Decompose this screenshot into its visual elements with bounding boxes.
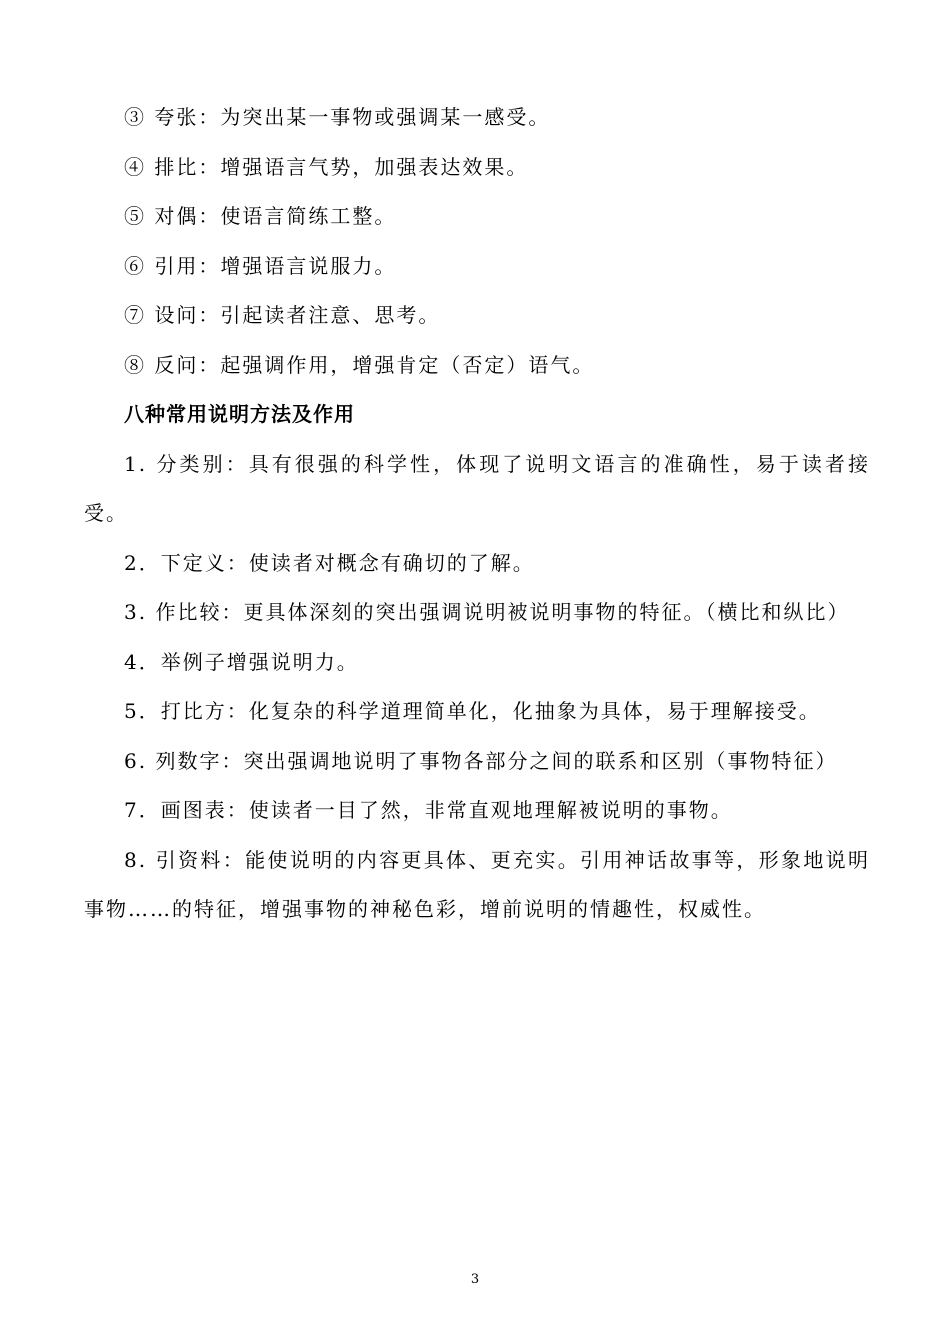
method-item-analogy: 5．打比方：化复杂的科学道理简单化，化抽象为具体，易于理解接受。 <box>124 699 821 723</box>
rhetoric-item-antithesis: ⑤ 对偶：使语言简练工整。 <box>124 204 397 228</box>
rhetoric-item-parallelism: ④ 排比：增强语言气势，加强表达效果。 <box>124 154 529 179</box>
rhetoric-item-rhetorical-question: ⑧ 反问：起强调作用，增强肯定（否定）语气。 <box>124 352 595 377</box>
method-item-numbers: 6. 列数字：突出强调地说明了事物各部分之间的联系和区别（事物特征） <box>124 748 838 773</box>
method-item-charts: 7．画图表：使读者一目了然，非常直观地理解被说明的事物。 <box>124 798 733 822</box>
page-number: 3 <box>470 1272 480 1287</box>
method-item-definition: 2．下定义：使读者对概念有确切的了解。 <box>124 550 535 575</box>
page-content <box>84 93 870 935</box>
method-item-citation: 8. 引资料：能使说明的内容更具体、更充实。引用神话故事等，形象地说明事物……的特征，增强事物的神秘色彩，增前说明的情趣性，权威性。 <box>84 847 870 921</box>
method-item-classification: 1. 分类别：具有很强的科学性，体现了说明文语言的准确性，易于读者接受。 <box>84 451 870 525</box>
method-item-comparison: 3. 作比较：更具体深刻的突出强调说明被说明事物的特征。（横比和纵比） <box>124 600 850 624</box>
rhetoric-item-hypophora: ⑦ 设问：引起读者注意、思考。 <box>124 303 441 327</box>
rhetoric-item-hyperbole: ③ 夸张：为突出某一事物或强调某一感受。 <box>124 105 551 129</box>
section-heading: 八种常用说明方法及作用 <box>124 402 355 426</box>
rhetoric-item-quotation: ⑥ 引用：增强语言说服力。 <box>124 253 397 278</box>
method-item-example: 4．举例子增强说明力。 <box>124 649 359 674</box>
